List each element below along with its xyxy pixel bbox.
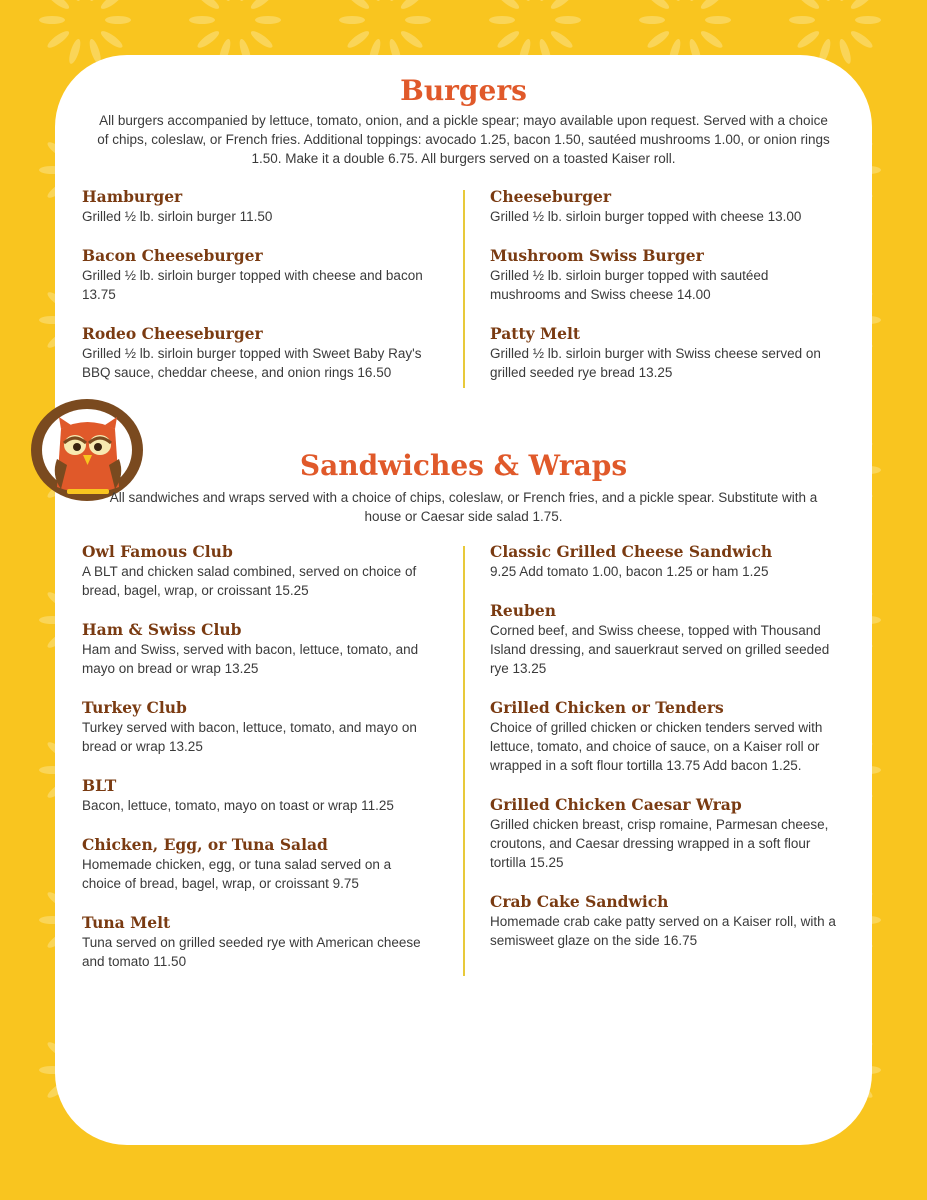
- menu-item: [490, 601, 840, 678]
- splash-petal: [345, 0, 371, 11]
- splash-petal: [795, 29, 821, 51]
- splash-petal: [367, 0, 383, 2]
- menu-item-description: Grilled ½ lb. sirloin burger topped with sautéed mushrooms and Swiss cheese 14.00: [490, 268, 769, 302]
- menu-item-description: Grilled ½ lb. sirloin burger 11.50: [82, 209, 273, 224]
- menu-item-description: Choice of grilled chicken or chicken tenders served with lettuce, tomato, and choice of sauce, on a Kaiser roll or wrapped in a soft flour tortilla 13.75 Add bacon 1.25.: [490, 720, 823, 773]
- splash-petal: [699, 29, 725, 51]
- menu-item: [490, 246, 840, 304]
- menu-item-name: Mushroom Swiss Burger: [490, 246, 704, 265]
- splash-petal: [99, 0, 125, 11]
- menu-item-description: Grilled ½ lb. sirloin burger topped with cheese and bacon 13.75: [82, 268, 423, 302]
- burgers-column-divider: [463, 190, 465, 388]
- menu-item-description: Corned beef, and Swiss cheese, topped with Thousand Island dressing, and sauerkraut served on grilled seeded rye 13.25: [490, 623, 830, 676]
- menu-item-description: Ham and Swiss, served with bacon, lettuce, tomato, and mayo on bread or wrap 13.25: [82, 642, 419, 676]
- menu-item-description: Grilled ½ lb. sirloin burger with Swiss cheese served on grilled seeded rye bread 13.25: [490, 346, 821, 380]
- splash-petal: [837, 38, 853, 65]
- menu-item-name: Rodeo Cheeseburger: [82, 324, 263, 343]
- menu-item-description: Grilled ½ lb. sirloin burger topped with cheese 13.00: [490, 209, 802, 224]
- splash-petal: [855, 16, 881, 24]
- splash-petal: [837, 0, 853, 2]
- splash-petal: [537, 0, 553, 2]
- splash-petal: [249, 0, 275, 11]
- splash-petal: [189, 16, 215, 24]
- splash-petal: [549, 29, 575, 51]
- burgers-intro: All burgers accompanied by lettuce, tomato, onion, and a pickle spear; mayo available upon request. Served with a choice of chips, coleslaw, or French fries. Additional toppings: avocado 1.25, bacon 1.50, sautéed mushrooms 1.00, or onion rings 1.50. Make it a double 6.75. All burgers served on a toasted Kaiser roll.: [97, 113, 830, 166]
- menu-item-name: BLT: [82, 776, 117, 795]
- menu-item-name: Chicken, Egg, or Tuna Salad: [82, 835, 328, 854]
- splash-petal: [195, 29, 221, 51]
- menu-item: [82, 187, 432, 226]
- menu-item: [82, 324, 432, 382]
- splash-petal: [645, 29, 671, 51]
- splash-petal: [489, 16, 515, 24]
- menu-item: [490, 542, 840, 581]
- menu-item: [82, 835, 432, 893]
- menu-item-description: Tuna served on grilled seeded rye with American cheese and tomato 11.50: [82, 935, 421, 969]
- menu-item: [490, 698, 840, 775]
- sandwiches-title: Sandwiches & Wraps: [299, 449, 628, 482]
- menu-item-name: Cheeseburger: [490, 187, 612, 206]
- splash-petal: [249, 29, 275, 51]
- menu-item-name: Crab Cake Sandwich: [490, 892, 669, 911]
- sandwiches-column-divider: [463, 546, 465, 976]
- menu-item-description: Bacon, lettuce, tomato, mayo on toast or wrap 11.25: [82, 798, 394, 813]
- menu-item-name: Hamburger: [82, 187, 183, 206]
- splash-petal: [39, 16, 65, 24]
- menu-item-description: A BLT and chicken salad combined, served on choice of bread, bagel, wrap, or croissant 15.25: [82, 564, 417, 598]
- menu-item: [490, 892, 840, 950]
- menu-item: [82, 698, 432, 756]
- splash-petal: [555, 16, 581, 24]
- splash-petal: [549, 0, 575, 11]
- splash-petal: [687, 0, 703, 2]
- menu-item: [82, 913, 432, 971]
- sandwiches-intro: All sandwiches and wraps served with a choice of chips, coleslaw, or French fries, and a pickle spear. Substitute with a house or Caesar side salad 1.75.: [109, 490, 818, 524]
- menu-item-name: Classic Grilled Cheese Sandwich: [490, 542, 773, 561]
- menu-item-name: Grilled Chicken or Tenders: [490, 698, 724, 717]
- splash-petal: [195, 0, 221, 11]
- menu-item-name: Bacon Cheeseburger: [82, 246, 263, 265]
- splash-petal: [405, 16, 431, 24]
- splash-petal: [339, 16, 365, 24]
- burgers-right-column: [490, 187, 840, 402]
- menu-item: [82, 620, 432, 678]
- splash-petal: [795, 0, 821, 11]
- splash-petal: [849, 0, 875, 11]
- menu-item-name: Ham & Swiss Club: [82, 620, 242, 639]
- menu-item: [490, 795, 840, 872]
- burgers-left-column: [82, 187, 432, 402]
- sandwiches-left-column: [82, 542, 432, 991]
- menu-item-name: Turkey Club: [82, 698, 187, 717]
- splash-petal: [817, 0, 833, 2]
- menu-item-description: Grilled ½ lb. sirloin burger topped with Sweet Baby Ray's BBQ sauce, cheddar cheese, and onion rings 16.50: [82, 346, 422, 380]
- splash-petal: [45, 29, 71, 51]
- splash-petal: [399, 0, 425, 11]
- menu-item: [490, 324, 840, 382]
- menu-item: [490, 187, 840, 226]
- menu-item: [82, 776, 432, 815]
- menu-item-name: Owl Famous Club: [82, 542, 233, 561]
- splash-petal: [639, 16, 665, 24]
- splash-petal: [45, 0, 71, 11]
- menu-item-description: 9.25 Add tomato 1.00, bacon 1.25 or ham 1.25: [490, 564, 769, 579]
- burgers-title: Burgers: [400, 74, 527, 107]
- menu-item-description: Homemade crab cake patty served on a Kaiser roll, with a semisweet glaze on the side 16.75: [490, 914, 836, 948]
- splash-petal: [849, 29, 875, 51]
- splash-petal: [667, 0, 683, 2]
- splash-petal: [67, 38, 83, 65]
- menu-item-description: Grilled chicken breast, crisp romaine, Parmesan cheese, croutons, and Caesar dressing wrapped in a soft flour tortilla 15.25: [490, 817, 829, 870]
- splash-petal: [67, 0, 83, 2]
- splash-petal: [495, 0, 521, 11]
- menu-item: [82, 246, 432, 304]
- sandwiches-right-column: [490, 542, 840, 970]
- menu-item-name: Grilled Chicken Caesar Wrap: [490, 795, 742, 814]
- splash-petal: [237, 0, 253, 2]
- menu-item: [82, 542, 432, 600]
- splash-petal: [705, 16, 731, 24]
- menu-item-name: Tuna Melt: [82, 913, 171, 932]
- splash-petal: [217, 0, 233, 2]
- splash-petal: [87, 0, 103, 2]
- splash-petal: [495, 29, 521, 51]
- splash-petal: [255, 16, 281, 24]
- menu-item-description: Turkey served with bacon, lettuce, tomato, and mayo on bread or wrap 13.25: [82, 720, 417, 754]
- splash-petal: [345, 29, 371, 51]
- menu-item-description: Homemade chicken, egg, or tuna salad served on a choice of bread, bagel, wrap, or croissant 9.75: [82, 857, 392, 891]
- menu-item-name: Patty Melt: [490, 324, 581, 343]
- splash-petal: [517, 0, 533, 2]
- splash-petal: [105, 16, 131, 24]
- splash-petal: [789, 16, 815, 24]
- menu-item-name: Reuben: [490, 601, 556, 620]
- splash-petal: [99, 29, 125, 51]
- splash-petal: [399, 29, 425, 51]
- splash-petal: [645, 0, 671, 11]
- splash-petal: [387, 0, 403, 2]
- splash-petal: [699, 0, 725, 11]
